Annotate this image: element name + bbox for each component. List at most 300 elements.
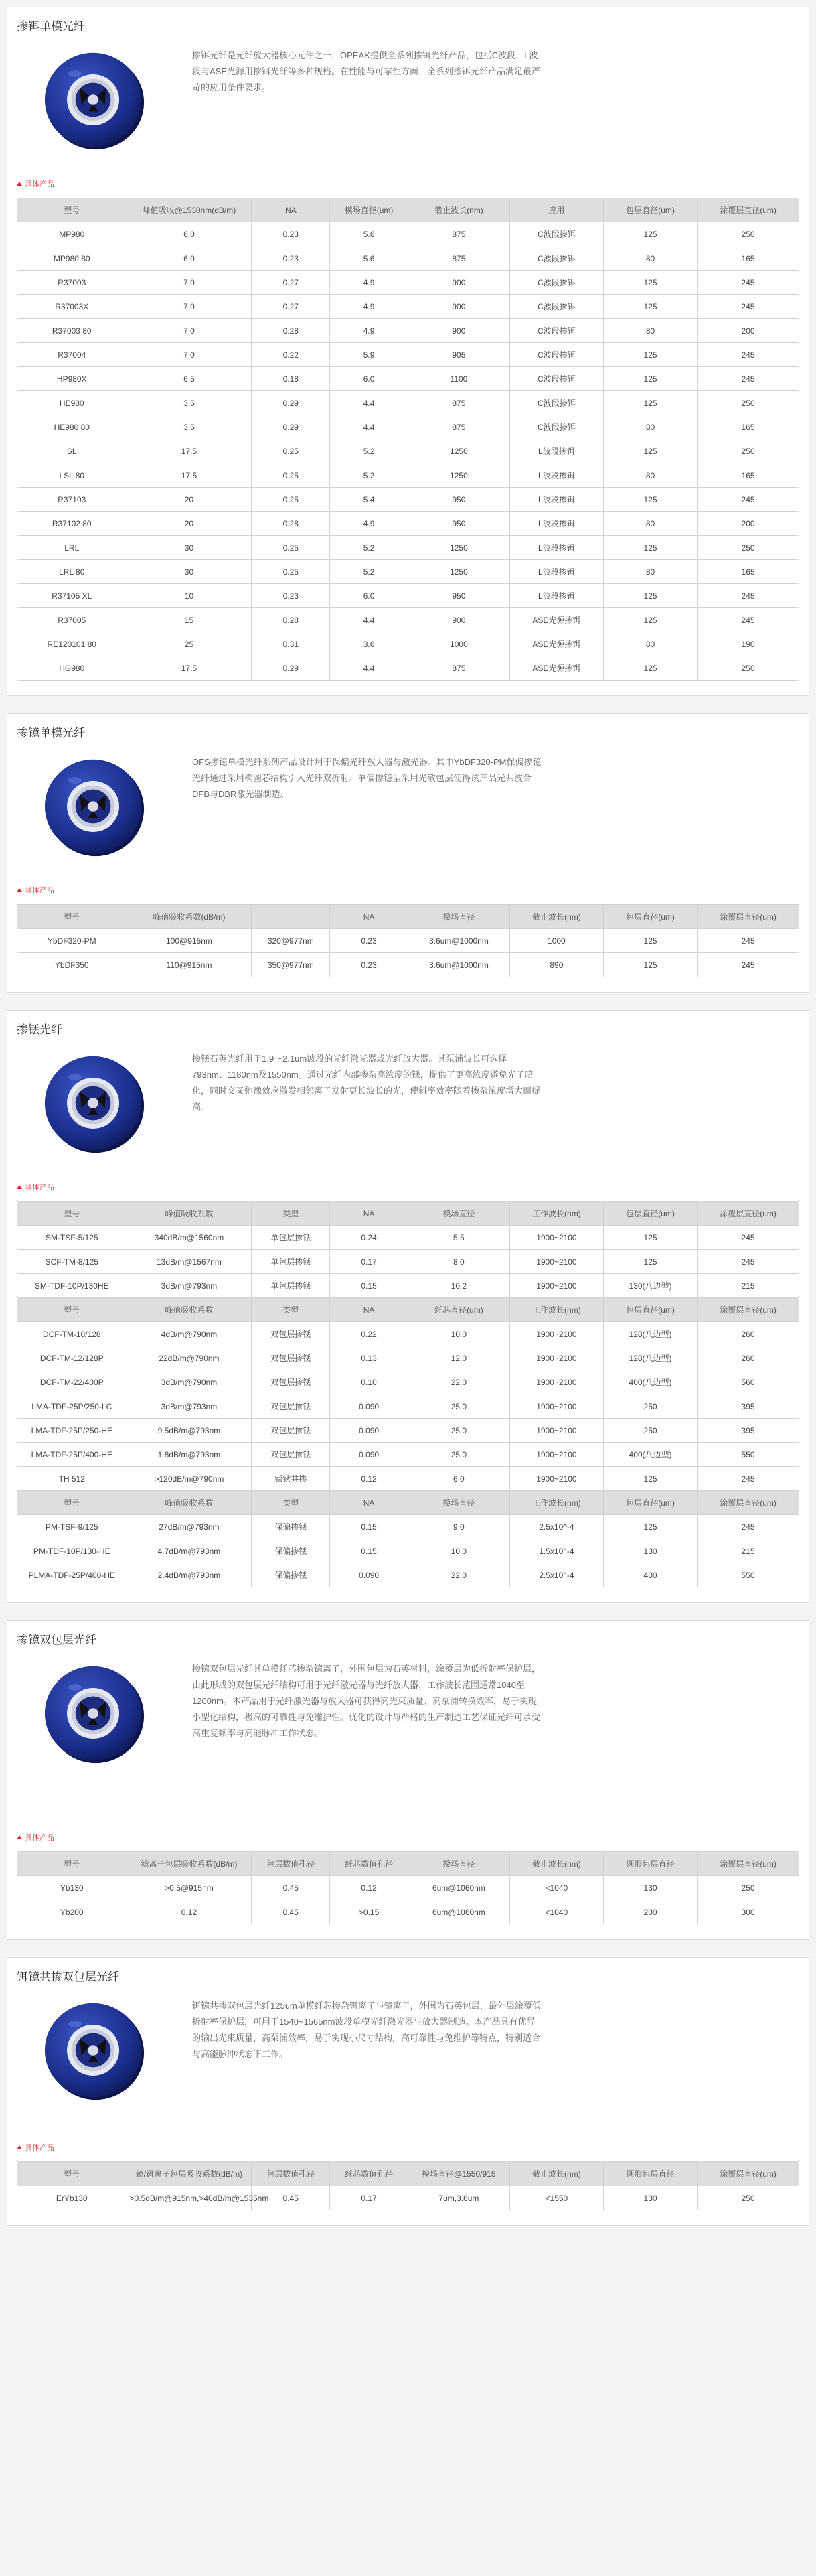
table-cell: 7.0 <box>127 295 252 319</box>
table-cell: 80 <box>603 319 697 343</box>
table-cell: 25.0 <box>408 1394 509 1419</box>
table-row <box>17 1394 799 1419</box>
table-cell: R37003 <box>17 271 127 295</box>
table-cell: 1250 <box>408 560 509 584</box>
table-cell: 125 <box>603 391 697 415</box>
fiber-spool-image <box>42 48 147 152</box>
table-cell: 245 <box>698 295 799 319</box>
table-cell: <1550 <box>509 2186 603 2210</box>
table-row <box>17 1370 799 1394</box>
table-cell: 0.15 <box>330 1515 408 1539</box>
table-cell: 250 <box>698 656 799 681</box>
table-cell: 125 <box>603 1515 697 1539</box>
table-cell: RE120101 80 <box>17 632 127 656</box>
products-link[interactable] <box>17 2140 799 2155</box>
table-cell: 125 <box>603 488 697 512</box>
table-row <box>17 1226 799 1250</box>
table-header-row <box>17 198 799 222</box>
table-cell: 10 <box>127 584 252 608</box>
triangle-up-icon <box>17 1835 22 1839</box>
table-cell: 250 <box>698 536 799 560</box>
column-header: 纤芯数值孔径 <box>330 1852 408 1876</box>
table-cell: 2.4dB/m@793nm <box>127 1563 252 1587</box>
table-cell: 245 <box>698 271 799 295</box>
table-cell: R37102 80 <box>17 512 127 536</box>
column-header: 涂覆层直径(um) <box>698 2162 799 2186</box>
table-cell: 20 <box>127 512 252 536</box>
table-cell: 3.6 <box>330 632 408 656</box>
table-cell: 250 <box>698 1876 799 1900</box>
section-description: 掺铒光纤是光纤放大器核心元件之一，OPEAK提供全系列掺铒光纤产品，包括C波段，L波段与ASE光源用掺铒光纤等多种规格。在性能与可靠性方面，全系列掺铒光纤产品满足最严苛的应用条件要求。 <box>192 50 541 92</box>
table-cell: 80 <box>603 463 697 488</box>
table-cell: 0.12 <box>127 1900 252 1924</box>
products-link-label: 具体产品 <box>25 1834 54 1842</box>
table-cell: 950 <box>408 584 509 608</box>
table-cell: 125 <box>603 295 697 319</box>
table-cell: TH 512 <box>17 1467 127 1491</box>
table-cell: 单包层掺铥 <box>252 1226 330 1250</box>
table-cell: 6.0 <box>408 1467 509 1491</box>
table-cell: 0.24 <box>330 1226 408 1250</box>
column-header: 工作波长(nm) <box>509 1491 603 1515</box>
table-cell: 0.18 <box>252 367 330 391</box>
table-cell: 128(八边型) <box>603 1346 697 1370</box>
table-cell: 6um@1060nm <box>408 1900 509 1924</box>
table-cell: 875 <box>408 246 509 271</box>
table-cell: 250 <box>698 222 799 246</box>
table-cell: 0.25 <box>252 488 330 512</box>
table-cell: LMA-TDF-25P/400-HE <box>17 1443 127 1467</box>
table-cell: 3dB/m@793nm <box>127 1274 252 1298</box>
fiber-spool-image <box>42 1661 147 1766</box>
products-link[interactable] <box>17 1179 799 1194</box>
table-cell: 125 <box>603 929 697 953</box>
table-cell: R37105 XL <box>17 584 127 608</box>
column-header: NA <box>330 1202 408 1226</box>
table-row <box>17 415 799 439</box>
table-cell: 900 <box>408 295 509 319</box>
table-cell: 245 <box>698 343 799 367</box>
table-cell: 0.15 <box>330 1539 408 1563</box>
table-cell: 7.0 <box>127 343 252 367</box>
table-cell: 0.25 <box>252 463 330 488</box>
table-cell: 9.5dB/m@793nm <box>127 1419 252 1443</box>
table-cell: 250 <box>698 391 799 415</box>
table-cell: 0.17 <box>330 1250 408 1274</box>
table-cell: 1900~2100 <box>509 1250 603 1274</box>
table-cell: 保偏掺铥 <box>252 1515 330 1539</box>
table-cell: 0.090 <box>330 1563 408 1587</box>
table-cell: 4.4 <box>330 608 408 632</box>
table-row <box>17 1322 799 1346</box>
table-row <box>17 536 799 560</box>
products-link-label: 具体产品 <box>25 2144 54 2152</box>
table-cell: 245 <box>698 929 799 953</box>
table-cell: Yb200 <box>17 1900 127 1924</box>
table-cell: 125 <box>603 1467 697 1491</box>
table-cell: >0.5dB/m@915nm,>40dB/m@1535nm <box>127 2186 252 2210</box>
column-header: 涂覆层直径(um) <box>698 1491 799 1515</box>
table-cell: 260 <box>698 1322 799 1346</box>
table-cell: 900 <box>408 608 509 632</box>
table-cell: 1250 <box>408 439 509 463</box>
table-cell: 双包层掺铥 <box>252 1370 330 1394</box>
table-cell: 165 <box>698 246 799 271</box>
table-cell: 80 <box>603 632 697 656</box>
table-cell: 5.2 <box>330 463 408 488</box>
column-header: NA <box>330 905 408 929</box>
table-cell: 1900~2100 <box>509 1346 603 1370</box>
table-cell: 875 <box>408 391 509 415</box>
triangle-up-icon <box>17 888 22 892</box>
column-header: 涂覆层直径(um) <box>698 1298 799 1322</box>
table-cell: 双包层掺铥 <box>252 1322 330 1346</box>
table-cell: 125 <box>603 439 697 463</box>
table-cell: 0.31 <box>252 632 330 656</box>
table-cell: L波段掺铒 <box>509 512 603 536</box>
table-cell: 6.0 <box>127 246 252 271</box>
table-row <box>17 343 799 367</box>
table-cell: 245 <box>698 488 799 512</box>
table-cell: 22dB/m@790nm <box>127 1346 252 1370</box>
table-cell: 890 <box>509 953 603 977</box>
table-cell: 900 <box>408 319 509 343</box>
table-row <box>17 560 799 584</box>
table-row <box>17 246 799 271</box>
column-header <box>252 905 330 929</box>
table-cell: C波段掺铒 <box>509 343 603 367</box>
spec-table <box>17 1201 799 1587</box>
column-header: 峰值吸收系数 <box>127 1491 252 1515</box>
table-cell: 4.9 <box>330 295 408 319</box>
table-cell: ASE光源掺铒 <box>509 656 603 681</box>
table-cell: 165 <box>698 415 799 439</box>
section-description: 铒镱共掺双包层光纤125um单模纤芯掺杂铒离子与镱离子，外围为石英包层，最外层涂覆低折射率保护层，可用于1540~1565nm波段单模光纤激光器与放大器制造。本产品具有优异的输出光束质量，高泵浦效率，易于实现小尺寸结构，高可靠性与免维护等特点，特别适合与高能脉冲状态下工作。 <box>192 2001 541 2059</box>
table-cell: 4.4 <box>330 415 408 439</box>
table-cell: 3.6um@1000nm <box>408 953 509 977</box>
column-header: 包层直径(um) <box>603 1298 697 1322</box>
table-cell: 10.0 <box>408 1539 509 1563</box>
column-header: 工作波长(nm) <box>509 1202 603 1226</box>
table-cell: 0.29 <box>252 656 330 681</box>
table-cell: 1.5x10^-4 <box>509 1539 603 1563</box>
table-cell: 1100 <box>408 367 509 391</box>
column-header: 类型 <box>252 1491 330 1515</box>
section-title: 掺铥光纤 <box>17 1023 62 1036</box>
table-cell: 1900~2100 <box>509 1394 603 1419</box>
table-cell: 7.0 <box>127 271 252 295</box>
table-cell: >0.5@915nm <box>127 1876 252 1900</box>
table-cell: 17.5 <box>127 656 252 681</box>
column-header: 包层数值孔径 <box>252 2162 330 2186</box>
table-cell: 130 <box>603 2186 697 2210</box>
table-header-row <box>17 1298 799 1322</box>
table-cell: 5.2 <box>330 560 408 584</box>
table-cell: R37103 <box>17 488 127 512</box>
table-cell: 3.6um@1000nm <box>408 929 509 953</box>
table-cell: 双包层掺铥 <box>252 1394 330 1419</box>
table-cell: 保偏掺铥 <box>252 1563 330 1587</box>
table-cell: C波段掺铒 <box>509 415 603 439</box>
table-cell: 15 <box>127 608 252 632</box>
table-cell: 0.22 <box>330 1322 408 1346</box>
column-header: 包层直径(um) <box>603 1491 697 1515</box>
table-cell: 340dB/m@1560nm <box>127 1226 252 1250</box>
products-link[interactable] <box>17 176 799 191</box>
table-cell: 125 <box>603 271 697 295</box>
column-header: 包层直径(um) <box>603 905 697 929</box>
column-header: 模场直径 <box>408 1852 509 1876</box>
column-header: 截止波长(nm) <box>509 905 603 929</box>
table-cell: 5.6 <box>330 222 408 246</box>
table-cell: 395 <box>698 1419 799 1443</box>
table-cell: 1.8dB/m@793nm <box>127 1443 252 1467</box>
table-cell: <1040 <box>509 1900 603 1924</box>
table-row <box>17 1250 799 1274</box>
table-cell: 125 <box>603 222 697 246</box>
section-title: 铒镱共掺双包层光纤 <box>17 1971 119 1983</box>
fiber-spool-image <box>42 1998 147 2102</box>
column-header: 型号 <box>17 1298 127 1322</box>
column-header: 包层直径(um) <box>603 1202 697 1226</box>
table-cell: 4.9 <box>330 271 408 295</box>
column-header: NA <box>252 198 330 222</box>
table-cell: PLMA-TDF-25P/400-HE <box>17 1563 127 1587</box>
table-cell: 165 <box>698 463 799 488</box>
table-row <box>17 1467 799 1491</box>
column-header: 峰值吸收系数 <box>127 1298 252 1322</box>
table-cell: C波段掺铒 <box>509 367 603 391</box>
table-cell: 1900~2100 <box>509 1274 603 1298</box>
table-cell: 875 <box>408 656 509 681</box>
table-cell: L波段掺铒 <box>509 536 603 560</box>
table-row <box>17 439 799 463</box>
table-cell: 125 <box>603 536 697 560</box>
table-cell: C波段掺铒 <box>509 319 603 343</box>
table-header-row <box>17 2162 799 2186</box>
table-cell: 4dB/m@790nm <box>127 1322 252 1346</box>
table-cell: 13dB/m@1567nm <box>127 1250 252 1274</box>
table-cell: 350@977nm <box>252 953 330 977</box>
column-header: 涂覆层直径(um) <box>698 905 799 929</box>
table-cell: 5.2 <box>330 536 408 560</box>
table-row <box>17 1876 799 1900</box>
table-cell: 0.29 <box>252 391 330 415</box>
section-eryb-double-clad <box>7 1957 809 2226</box>
table-cell: 17.5 <box>127 439 252 463</box>
column-header: 包层直径(um) <box>603 198 697 222</box>
products-link[interactable] <box>17 1830 799 1845</box>
table-cell: 4.9 <box>330 512 408 536</box>
table-cell: 125 <box>603 367 697 391</box>
spec-table <box>17 1851 799 1924</box>
table-cell: 3.5 <box>127 415 252 439</box>
column-header: 截止波长(nm) <box>509 1852 603 1876</box>
table-cell: SCF-TM-8/125 <box>17 1250 127 1274</box>
table-cell: 250 <box>603 1394 697 1419</box>
table-cell: 0.45 <box>252 1900 330 1924</box>
table-cell: 125 <box>603 1226 697 1250</box>
column-header: NA <box>330 1298 408 1322</box>
table-cell: HG980 <box>17 656 127 681</box>
table-cell: 400(八边型) <box>603 1370 697 1394</box>
products-link-label: 具体产品 <box>25 1184 54 1192</box>
column-header: 涂覆层直径(um) <box>698 1852 799 1876</box>
section-tm-fiber <box>7 1010 809 1603</box>
table-cell: 25 <box>127 632 252 656</box>
table-cell: 250 <box>698 2186 799 2210</box>
table-cell: 1900~2100 <box>509 1467 603 1491</box>
table-cell: 245 <box>698 1515 799 1539</box>
table-cell: HE980 <box>17 391 127 415</box>
column-header: 峰值吸收@1530nm(dB/m) <box>127 198 252 222</box>
fiber-spool-image <box>42 754 147 859</box>
table-cell: 0.12 <box>330 1876 408 1900</box>
table-cell: 560 <box>698 1370 799 1394</box>
table-cell: 1000 <box>408 632 509 656</box>
table-cell: 3dB/m@790nm <box>127 1370 252 1394</box>
table-row <box>17 1419 799 1443</box>
spec-table <box>17 904 799 977</box>
table-cell: 22.0 <box>408 1563 509 1587</box>
table-row <box>17 1563 799 1587</box>
table-cell: 125 <box>603 1250 697 1274</box>
table-cell: C波段掺铒 <box>509 391 603 415</box>
table-header-row <box>17 1491 799 1515</box>
column-header: 涂覆层直径(um) <box>698 1202 799 1226</box>
section-description: 掺铥石英光纤用于1.9～2.1um波段的光纤激光器或光纤放大器。其泵浦波长可选择793nm、1180nm及1550nm。通过光纤内部掺杂高浓度的铥，提供了更高浓度避免光子暗化，同时交叉弛豫效应激发相邻离子发射更长波长的光，使斜率效率随着掺杂浓度增大而提高。 <box>192 1054 541 1112</box>
table-cell: 4.4 <box>330 656 408 681</box>
table-cell: HE980 80 <box>17 415 127 439</box>
table-cell: YbDF350 <box>17 953 127 977</box>
table-cell: 5.4 <box>330 488 408 512</box>
table-cell: 27dB/m@793nm <box>127 1515 252 1539</box>
table-cell: 铥钬共掺 <box>252 1467 330 1491</box>
table-cell: 30 <box>127 536 252 560</box>
table-cell: 245 <box>698 584 799 608</box>
table-row <box>17 2186 799 2210</box>
table-cell: YbDF320-PM <box>17 929 127 953</box>
table-cell: 30 <box>127 560 252 584</box>
table-row <box>17 1900 799 1924</box>
products-link-label: 具体产品 <box>25 180 54 188</box>
section-title: 掺镱双包层光纤 <box>17 1634 96 1646</box>
products-link[interactable] <box>17 883 799 898</box>
table-cell: 0.10 <box>330 1370 408 1394</box>
column-header: 型号 <box>17 905 127 929</box>
table-cell: 190 <box>698 632 799 656</box>
table-header-row <box>17 1852 799 1876</box>
table-cell: 0.17 <box>330 2186 408 2210</box>
table-cell: 80 <box>603 512 697 536</box>
table-cell: ASE光源掺铒 <box>509 632 603 656</box>
table-cell: 1250 <box>408 536 509 560</box>
table-cell: 10.2 <box>408 1274 509 1298</box>
triangle-up-icon <box>17 2145 22 2149</box>
table-cell: 0.45 <box>252 2186 330 2210</box>
table-cell: 1900~2100 <box>509 1226 603 1250</box>
table-cell: L波段掺铒 <box>509 584 603 608</box>
table-row <box>17 1539 799 1563</box>
column-header: 型号 <box>17 2162 127 2186</box>
table-cell: 125 <box>603 656 697 681</box>
table-cell: 双包层掺铥 <box>252 1443 330 1467</box>
table-row <box>17 632 799 656</box>
column-header: 截止波长(nm) <box>509 2162 603 2186</box>
table-cell: 8.0 <box>408 1250 509 1274</box>
table-cell: ErYb130 <box>17 2186 127 2210</box>
table-row <box>17 1274 799 1298</box>
column-header: 模场直径 <box>408 1491 509 1515</box>
table-cell: DCF-TM-10/128 <box>17 1322 127 1346</box>
column-header: 模场直径 <box>408 905 509 929</box>
table-cell: SL <box>17 439 127 463</box>
table-cell: 25.0 <box>408 1419 509 1443</box>
table-cell: 5.2 <box>330 439 408 463</box>
column-header: 型号 <box>17 1491 127 1515</box>
table-cell: 245 <box>698 1467 799 1491</box>
table-cell: 1900~2100 <box>509 1443 603 1467</box>
table-cell: 0.25 <box>252 439 330 463</box>
table-cell: 250 <box>698 439 799 463</box>
column-header: 模场直径 <box>408 1202 509 1226</box>
table-cell: 4.9 <box>330 319 408 343</box>
table-row <box>17 584 799 608</box>
table-cell: 0.25 <box>252 560 330 584</box>
table-row <box>17 953 799 977</box>
column-header: 纤芯直径(um) <box>408 1298 509 1322</box>
table-cell: 2.5x10^-4 <box>509 1563 603 1587</box>
table-cell: 17.5 <box>127 463 252 488</box>
table-cell: PM-TDF-10P/130-HE <box>17 1539 127 1563</box>
table-cell: 5.9 <box>330 343 408 367</box>
column-header: 截止波长(nm) <box>408 198 509 222</box>
table-cell: LMA-TDF-25P/250-LC <box>17 1394 127 1419</box>
column-header: 峰值吸收系数(dB/m) <box>127 905 252 929</box>
table-row <box>17 463 799 488</box>
table-cell: >120dB/m@790nm <box>127 1467 252 1491</box>
table-cell: 125 <box>603 584 697 608</box>
table-cell: >0.15 <box>330 1900 408 1924</box>
table-cell: 875 <box>408 415 509 439</box>
table-cell: L波段掺铒 <box>509 439 603 463</box>
column-header: 模场直径@1550/915 <box>408 2162 509 2186</box>
table-cell: LSL 80 <box>17 463 127 488</box>
table-cell: 0.45 <box>252 1876 330 1900</box>
table-cell: 4.7dB/m@793nm <box>127 1539 252 1563</box>
table-cell: 1900~2100 <box>509 1322 603 1346</box>
table-cell: 130 <box>603 1539 697 1563</box>
section-yb-double-clad <box>7 1620 809 1940</box>
table-cell: 200 <box>603 1900 697 1924</box>
table-cell: 0.090 <box>330 1443 408 1467</box>
table-cell: 0.23 <box>252 584 330 608</box>
table-cell: 905 <box>408 343 509 367</box>
table-cell: 400 <box>603 1563 697 1587</box>
table-cell: 900 <box>408 271 509 295</box>
table-cell: 1900~2100 <box>509 1370 603 1394</box>
table-cell: R37004 <box>17 343 127 367</box>
table-row <box>17 391 799 415</box>
section-er-single-mode <box>7 7 809 696</box>
table-cell: 0.29 <box>252 415 330 439</box>
table-cell: 550 <box>698 1563 799 1587</box>
table-cell: C波段掺铒 <box>509 246 603 271</box>
table-cell: 250 <box>603 1419 697 1443</box>
column-header: 应用 <box>509 198 603 222</box>
table-cell: 6.0 <box>330 367 408 391</box>
table-cell: 12.0 <box>408 1346 509 1370</box>
